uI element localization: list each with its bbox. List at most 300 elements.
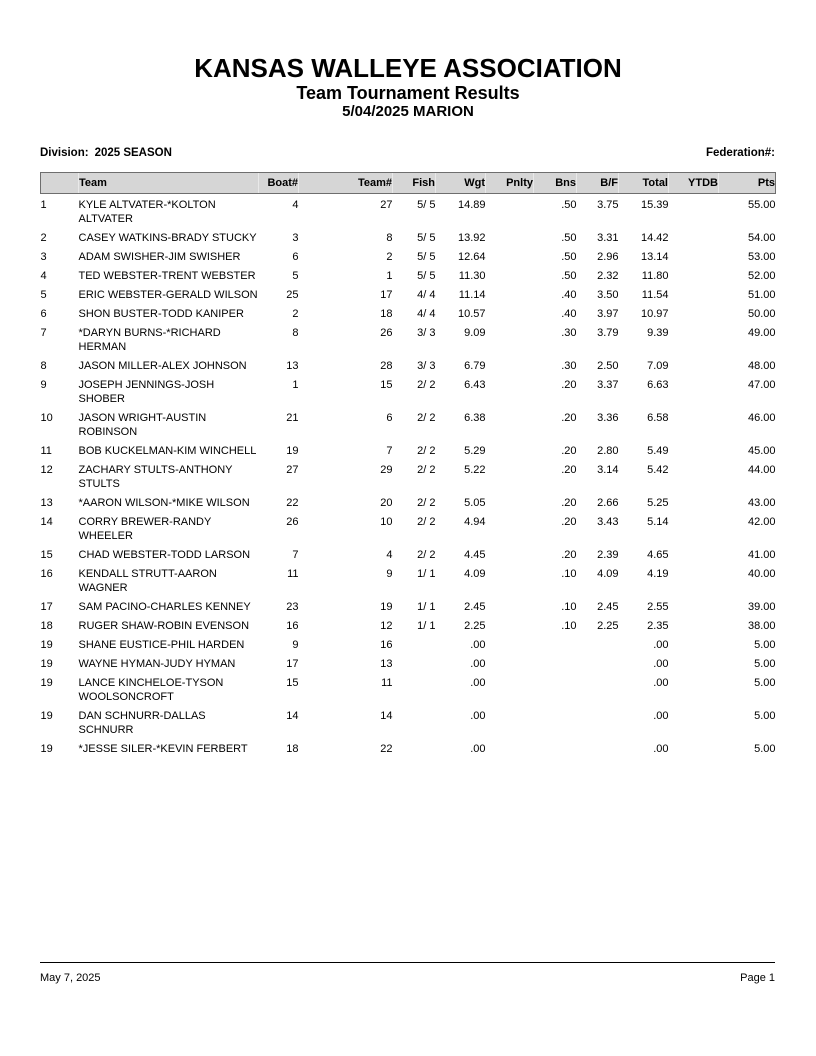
cell-pnlty bbox=[486, 738, 534, 757]
cell-fish bbox=[393, 705, 436, 738]
cell-fish bbox=[393, 672, 436, 705]
cell-wgt: 9.09 bbox=[464, 327, 486, 339]
cell-rank: 19 bbox=[40, 677, 53, 689]
table-row bbox=[41, 672, 776, 705]
cell-wgt: 6.43 bbox=[464, 379, 486, 391]
cell-rank: 2 bbox=[40, 232, 47, 244]
cell-team_no: 2 bbox=[386, 251, 393, 263]
cell-boat: 2 bbox=[292, 308, 299, 320]
cell-total: 2.55 bbox=[647, 601, 669, 613]
cell-fish: 5/ 5 bbox=[417, 270, 436, 282]
cell-team: ADAM SWISHER-JIM SWISHER bbox=[78, 251, 241, 263]
cell-pts: 43.00 bbox=[747, 497, 776, 509]
column-header-boat: Boat# bbox=[259, 173, 299, 194]
division-value: 2025 SEASON bbox=[94, 147, 172, 159]
cell-rank: 17 bbox=[40, 601, 53, 613]
cell-bf bbox=[577, 738, 619, 757]
cell-pnlty bbox=[486, 563, 534, 596]
cell-bf: 2.50 bbox=[597, 360, 619, 372]
column-header-team_no: Team# bbox=[299, 173, 393, 194]
cell-ytdb bbox=[669, 634, 719, 653]
cell-fish: 1/ 1 bbox=[417, 568, 436, 580]
cell-fish: 5/ 5 bbox=[417, 251, 436, 263]
cell-rank: 10 bbox=[40, 412, 53, 424]
table-row bbox=[41, 738, 776, 757]
cell-wgt: 11.30 bbox=[458, 270, 486, 282]
cell-team: ZACHARY STULTS-ANTHONY STULTS bbox=[78, 464, 233, 490]
cell-pts: 38.00 bbox=[747, 620, 776, 632]
cell-ytdb bbox=[669, 322, 719, 355]
cell-team: CHAD WEBSTER-TODD LARSON bbox=[78, 549, 251, 561]
table-row bbox=[41, 374, 776, 407]
cell-ytdb bbox=[669, 459, 719, 492]
cell-bf: 2.45 bbox=[597, 601, 619, 613]
cell-boat: 6 bbox=[292, 251, 299, 263]
cell-ytdb bbox=[669, 440, 719, 459]
cell-total: 14.42 bbox=[640, 232, 669, 244]
cell-team: *JESSE SILER-*KEVIN FERBERT bbox=[78, 743, 248, 755]
cell-team: SHANE EUSTICE-PHIL HARDEN bbox=[78, 639, 245, 651]
cell-ytdb bbox=[669, 563, 719, 596]
cell-total: .00 bbox=[653, 658, 669, 670]
cell-total: 5.49 bbox=[647, 445, 669, 457]
cell-pts: 55.00 bbox=[747, 199, 776, 211]
print-date: May 7, 2025 bbox=[40, 972, 101, 984]
cell-bns: .40 bbox=[561, 308, 577, 320]
cell-total: .00 bbox=[653, 743, 669, 755]
cell-pnlty bbox=[486, 653, 534, 672]
cell-pnlty bbox=[486, 322, 534, 355]
cell-pts: 48.00 bbox=[747, 360, 776, 372]
cell-pnlty bbox=[486, 303, 534, 322]
cell-pts: 44.00 bbox=[747, 464, 776, 476]
cell-bns: .40 bbox=[561, 289, 577, 301]
cell-fish: 1/ 1 bbox=[417, 601, 436, 613]
cell-ytdb bbox=[669, 672, 719, 705]
cell-wgt: 4.94 bbox=[464, 516, 486, 528]
table-header-row bbox=[41, 173, 776, 194]
cell-ytdb bbox=[669, 246, 719, 265]
cell-wgt: 4.45 bbox=[464, 549, 486, 561]
cell-bf bbox=[577, 653, 619, 672]
column-header-rank bbox=[41, 173, 79, 194]
cell-boat: 17 bbox=[286, 658, 299, 670]
cell-pts: 5.00 bbox=[754, 658, 776, 670]
cell-total: 9.39 bbox=[647, 327, 669, 339]
federation-info bbox=[706, 147, 775, 159]
cell-rank: 12 bbox=[40, 464, 53, 476]
cell-team_no: 27 bbox=[380, 199, 393, 211]
cell-bns: .20 bbox=[561, 379, 577, 391]
table-row bbox=[41, 492, 776, 511]
cell-ytdb bbox=[669, 194, 719, 228]
cell-team_no: 1 bbox=[386, 270, 393, 282]
cell-total: 6.63 bbox=[647, 379, 669, 391]
cell-wgt: 11.14 bbox=[458, 289, 486, 301]
cell-total: 5.42 bbox=[647, 464, 669, 476]
cell-bf: 2.80 bbox=[597, 445, 619, 457]
cell-bns: .20 bbox=[561, 549, 577, 561]
cell-team: CASEY WATKINS-BRADY STUCKY bbox=[78, 232, 257, 244]
cell-wgt: 14.89 bbox=[457, 199, 486, 211]
cell-team_no: 7 bbox=[386, 445, 393, 457]
cell-total: 11.54 bbox=[641, 289, 669, 301]
cell-rank: 9 bbox=[40, 379, 47, 391]
cell-rank: 4 bbox=[40, 270, 47, 282]
cell-team_no: 18 bbox=[380, 308, 393, 320]
cell-pnlty bbox=[486, 284, 534, 303]
cell-boat: 26 bbox=[286, 516, 299, 528]
cell-total: .00 bbox=[653, 710, 669, 722]
cell-total: 7.09 bbox=[647, 360, 669, 372]
cell-bf: 3.31 bbox=[597, 232, 619, 244]
column-header-fish: Fish bbox=[393, 173, 436, 194]
table-row bbox=[41, 227, 776, 246]
cell-bf: 3.97 bbox=[597, 308, 619, 320]
cell-team: DAN SCHNURR-DALLAS SCHNURR bbox=[78, 710, 206, 736]
cell-boat: 25 bbox=[286, 289, 299, 301]
cell-wgt: .00 bbox=[470, 639, 486, 651]
cell-bns: .10 bbox=[561, 601, 577, 613]
cell-team: SAM PACINO-CHARLES KENNEY bbox=[78, 601, 251, 613]
cell-pnlty bbox=[486, 544, 534, 563]
cell-team_no: 22 bbox=[380, 743, 393, 755]
cell-team: KENDALL STRUTT-AARON WAGNER bbox=[78, 568, 217, 594]
cell-rank: 19 bbox=[40, 658, 53, 670]
cell-ytdb bbox=[669, 227, 719, 246]
cell-wgt: 12.64 bbox=[457, 251, 486, 263]
cell-pnlty bbox=[486, 355, 534, 374]
cell-team: TED WEBSTER-TRENT WEBSTER bbox=[78, 270, 256, 282]
table-row bbox=[41, 407, 776, 440]
cell-wgt: 13.92 bbox=[457, 232, 486, 244]
cell-bns: .10 bbox=[561, 568, 577, 580]
cell-bf: 3.43 bbox=[597, 516, 619, 528]
cell-pts: 40.00 bbox=[747, 568, 776, 580]
cell-team: *AARON WILSON-*MIKE WILSON bbox=[78, 497, 250, 509]
report-subtitle: Team Tournament Results bbox=[296, 83, 520, 103]
table-row bbox=[41, 284, 776, 303]
cell-pnlty bbox=[486, 511, 534, 544]
cell-wgt: .00 bbox=[470, 658, 486, 670]
cell-bns: .50 bbox=[561, 270, 577, 282]
cell-team_no: 6 bbox=[386, 412, 393, 424]
cell-boat: 19 bbox=[286, 445, 299, 457]
cell-pts: 52.00 bbox=[747, 270, 776, 282]
cell-rank: 18 bbox=[40, 620, 53, 632]
cell-fish bbox=[393, 634, 436, 653]
cell-team: ERIC WEBSTER-GERALD WILSON bbox=[78, 289, 258, 301]
cell-bns: .50 bbox=[561, 251, 577, 263]
cell-boat: 21 bbox=[286, 412, 299, 424]
cell-team: JASON MILLER-ALEX JOHNSON bbox=[78, 360, 247, 372]
cell-pnlty bbox=[486, 374, 534, 407]
cell-fish: 3/ 3 bbox=[417, 360, 436, 372]
cell-boat: 18 bbox=[286, 743, 299, 755]
cell-team_no: 29 bbox=[380, 464, 393, 476]
cell-bf: 2.32 bbox=[597, 270, 619, 282]
cell-pts: 54.00 bbox=[747, 232, 776, 244]
cell-rank: 16 bbox=[40, 568, 53, 580]
cell-total: .00 bbox=[653, 639, 669, 651]
cell-bf bbox=[577, 705, 619, 738]
cell-pts: 50.00 bbox=[747, 308, 776, 320]
event-date-location: 5/04/2025 MARION bbox=[342, 103, 474, 120]
cell-boat: 4 bbox=[292, 199, 299, 211]
table-row bbox=[41, 634, 776, 653]
cell-pts: 5.00 bbox=[754, 743, 776, 755]
cell-rank: 15 bbox=[40, 549, 53, 561]
cell-wgt: .00 bbox=[470, 677, 486, 689]
cell-boat: 13 bbox=[286, 360, 299, 372]
cell-bns: .30 bbox=[561, 327, 577, 339]
cell-pnlty bbox=[486, 407, 534, 440]
cell-team: SHON BUSTER-TODD KANIPER bbox=[78, 308, 244, 320]
document-header bbox=[0, 53, 816, 120]
cell-bf: 3.36 bbox=[597, 412, 619, 424]
cell-boat: 27 bbox=[286, 464, 299, 476]
cell-ytdb bbox=[669, 492, 719, 511]
cell-pts: 39.00 bbox=[747, 601, 776, 613]
cell-boat: 7 bbox=[292, 549, 299, 561]
cell-total: 5.14 bbox=[647, 516, 669, 528]
cell-rank: 7 bbox=[40, 327, 47, 339]
cell-team_no: 13 bbox=[380, 658, 393, 670]
cell-pts: 42.00 bbox=[747, 516, 776, 528]
cell-team: LANCE KINCHELOE-TYSON WOOLSONCROFT bbox=[78, 677, 224, 703]
cell-bns bbox=[534, 672, 577, 705]
cell-pnlty bbox=[486, 246, 534, 265]
cell-ytdb bbox=[669, 284, 719, 303]
cell-bns: .20 bbox=[561, 516, 577, 528]
cell-bf: 2.25 bbox=[597, 620, 619, 632]
cell-wgt: 4.09 bbox=[464, 568, 486, 580]
cell-bf: 3.14 bbox=[597, 464, 619, 476]
cell-team_no: 10 bbox=[380, 516, 393, 528]
cell-pts: 49.00 bbox=[747, 327, 776, 339]
cell-pts: 41.00 bbox=[747, 549, 776, 561]
cell-ytdb bbox=[669, 738, 719, 757]
cell-fish: 2/ 2 bbox=[417, 497, 436, 509]
cell-total: 15.39 bbox=[640, 199, 669, 211]
cell-fish: 4/ 4 bbox=[417, 289, 436, 301]
cell-ytdb bbox=[669, 596, 719, 615]
cell-ytdb bbox=[669, 511, 719, 544]
cell-team: JASON WRIGHT-AUSTIN ROBINSON bbox=[78, 412, 207, 438]
cell-total: 2.35 bbox=[647, 620, 669, 632]
division-info bbox=[40, 147, 172, 159]
cell-wgt: .00 bbox=[470, 710, 486, 722]
cell-team: RUGER SHAW-ROBIN EVENSON bbox=[78, 620, 250, 632]
cell-bf: 3.37 bbox=[597, 379, 619, 391]
cell-bns bbox=[534, 653, 577, 672]
cell-bf: 2.39 bbox=[597, 549, 619, 561]
cell-boat: 23 bbox=[286, 601, 299, 613]
cell-wgt: 6.38 bbox=[464, 412, 486, 424]
cell-bf: 2.96 bbox=[597, 251, 619, 263]
cell-bns: .50 bbox=[561, 232, 577, 244]
results-table bbox=[40, 172, 776, 757]
cell-team: WAYNE HYMAN-JUDY HYMAN bbox=[78, 658, 236, 670]
cell-team_no: 15 bbox=[380, 379, 393, 391]
cell-team_no: 16 bbox=[380, 639, 393, 651]
cell-fish: 5/ 5 bbox=[417, 232, 436, 244]
cell-pnlty bbox=[486, 194, 534, 228]
column-header-pts: Pts bbox=[719, 173, 776, 194]
cell-boat: 9 bbox=[292, 639, 299, 651]
cell-fish: 3/ 3 bbox=[417, 327, 436, 339]
cell-pnlty bbox=[486, 265, 534, 284]
cell-rank: 19 bbox=[40, 743, 53, 755]
column-header-total: Total bbox=[619, 173, 669, 194]
page-title: KANSAS WALLEYE ASSOCIATION bbox=[194, 53, 622, 83]
cell-boat: 5 bbox=[292, 270, 299, 282]
table-row bbox=[41, 544, 776, 563]
cell-bns: .30 bbox=[561, 360, 577, 372]
cell-pnlty bbox=[486, 440, 534, 459]
cell-fish: 2/ 2 bbox=[417, 464, 436, 476]
cell-team: CORRY BREWER-RANDY WHEELER bbox=[78, 516, 212, 542]
cell-bns: .20 bbox=[561, 412, 577, 424]
cell-team_no: 11 bbox=[381, 677, 393, 689]
meta-row bbox=[40, 147, 775, 159]
cell-team_no: 28 bbox=[380, 360, 393, 372]
cell-fish: 1/ 1 bbox=[417, 620, 436, 632]
cell-pts: 5.00 bbox=[754, 710, 776, 722]
cell-pts: 5.00 bbox=[754, 677, 776, 689]
cell-boat: 11 bbox=[287, 568, 299, 580]
cell-bns bbox=[534, 738, 577, 757]
cell-rank: 19 bbox=[40, 710, 53, 722]
cell-total: 11.80 bbox=[641, 270, 669, 282]
cell-pnlty bbox=[486, 705, 534, 738]
cell-ytdb bbox=[669, 265, 719, 284]
cell-wgt: .00 bbox=[470, 743, 486, 755]
cell-team_no: 4 bbox=[386, 549, 393, 561]
cell-bns: .20 bbox=[561, 445, 577, 457]
cell-bns: .10 bbox=[561, 620, 577, 632]
table-row bbox=[41, 322, 776, 355]
column-header-ytdb: YTDB bbox=[669, 173, 719, 194]
cell-pts: 53.00 bbox=[747, 251, 776, 263]
cell-pnlty bbox=[486, 459, 534, 492]
cell-ytdb bbox=[669, 303, 719, 322]
table-row bbox=[41, 615, 776, 634]
cell-pts: 45.00 bbox=[747, 445, 776, 457]
cell-pnlty bbox=[486, 615, 534, 634]
cell-team_no: 14 bbox=[380, 710, 393, 722]
cell-bf: 2.66 bbox=[597, 497, 619, 509]
cell-wgt: 2.45 bbox=[464, 601, 486, 613]
page-footer bbox=[40, 972, 775, 984]
cell-boat: 16 bbox=[286, 620, 299, 632]
cell-total: 10.97 bbox=[640, 308, 669, 320]
cell-bf: 3.79 bbox=[597, 327, 619, 339]
cell-fish: 5/ 5 bbox=[417, 199, 436, 211]
cell-team_no: 20 bbox=[380, 497, 393, 509]
cell-wgt: 5.05 bbox=[464, 497, 486, 509]
cell-wgt: 10.57 bbox=[457, 308, 486, 320]
cell-ytdb bbox=[669, 355, 719, 374]
table-row bbox=[41, 511, 776, 544]
cell-team_no: 12 bbox=[380, 620, 393, 632]
cell-team: *DARYN BURNS-*RICHARD HERMAN bbox=[78, 327, 221, 353]
cell-rank: 11 bbox=[40, 445, 52, 457]
cell-fish: 2/ 2 bbox=[417, 549, 436, 561]
table-body bbox=[41, 194, 776, 758]
cell-team: JOSEPH JENNINGS-JOSH SHOBER bbox=[78, 379, 215, 405]
cell-bns bbox=[534, 634, 577, 653]
cell-fish: 2/ 2 bbox=[417, 412, 436, 424]
cell-total: 6.58 bbox=[647, 412, 669, 424]
cell-bns bbox=[534, 705, 577, 738]
cell-fish: 2/ 2 bbox=[417, 379, 436, 391]
cell-team_no: 9 bbox=[386, 568, 393, 580]
cell-wgt: 5.22 bbox=[464, 464, 486, 476]
cell-rank: 5 bbox=[40, 289, 47, 301]
cell-team_no: 8 bbox=[386, 232, 393, 244]
column-header-bf: B/F bbox=[577, 173, 619, 194]
cell-bf: 3.50 bbox=[597, 289, 619, 301]
table-row bbox=[41, 355, 776, 374]
cell-ytdb bbox=[669, 653, 719, 672]
cell-total: .00 bbox=[653, 677, 669, 689]
cell-pts: 46.00 bbox=[747, 412, 776, 424]
cell-bf bbox=[577, 672, 619, 705]
cell-rank: 3 bbox=[40, 251, 47, 263]
cell-total: 5.25 bbox=[647, 497, 669, 509]
federation-label: Federation#: bbox=[705, 147, 775, 159]
cell-pts: 51.00 bbox=[747, 289, 776, 301]
cell-total: 13.14 bbox=[640, 251, 669, 263]
cell-rank: 1 bbox=[40, 199, 47, 211]
cell-rank: 14 bbox=[40, 516, 53, 528]
table-row bbox=[41, 705, 776, 738]
table-row bbox=[41, 596, 776, 615]
cell-team_no: 17 bbox=[380, 289, 393, 301]
cell-pnlty bbox=[486, 672, 534, 705]
cell-team: KYLE ALTVATER-*KOLTON ALTVATER bbox=[78, 199, 216, 225]
cell-team: BOB KUCKELMAN-KIM WINCHELL bbox=[78, 445, 257, 457]
table-row bbox=[41, 194, 776, 228]
cell-bns: .20 bbox=[561, 464, 577, 476]
cell-ytdb bbox=[669, 407, 719, 440]
cell-boat: 3 bbox=[292, 232, 299, 244]
table-row bbox=[41, 653, 776, 672]
cell-rank: 6 bbox=[40, 308, 47, 320]
cell-fish bbox=[393, 653, 436, 672]
column-header-pnlty: Pnlty bbox=[486, 173, 534, 194]
cell-total: 4.65 bbox=[647, 549, 669, 561]
cell-bf: 3.75 bbox=[597, 199, 619, 211]
table-row bbox=[41, 265, 776, 284]
cell-pnlty bbox=[486, 634, 534, 653]
cell-boat: 1 bbox=[292, 379, 299, 391]
cell-pts: 47.00 bbox=[747, 379, 776, 391]
table-row bbox=[41, 303, 776, 322]
cell-wgt: 6.79 bbox=[464, 360, 486, 372]
cell-bf bbox=[577, 634, 619, 653]
cell-pnlty bbox=[486, 227, 534, 246]
cell-ytdb bbox=[669, 544, 719, 563]
cell-fish: 2/ 2 bbox=[417, 445, 436, 457]
division-label: Division: bbox=[40, 147, 89, 159]
cell-pnlty bbox=[486, 596, 534, 615]
cell-ytdb bbox=[669, 374, 719, 407]
table-row bbox=[41, 246, 776, 265]
cell-total: 4.19 bbox=[647, 568, 669, 580]
cell-boat: 14 bbox=[286, 710, 299, 722]
